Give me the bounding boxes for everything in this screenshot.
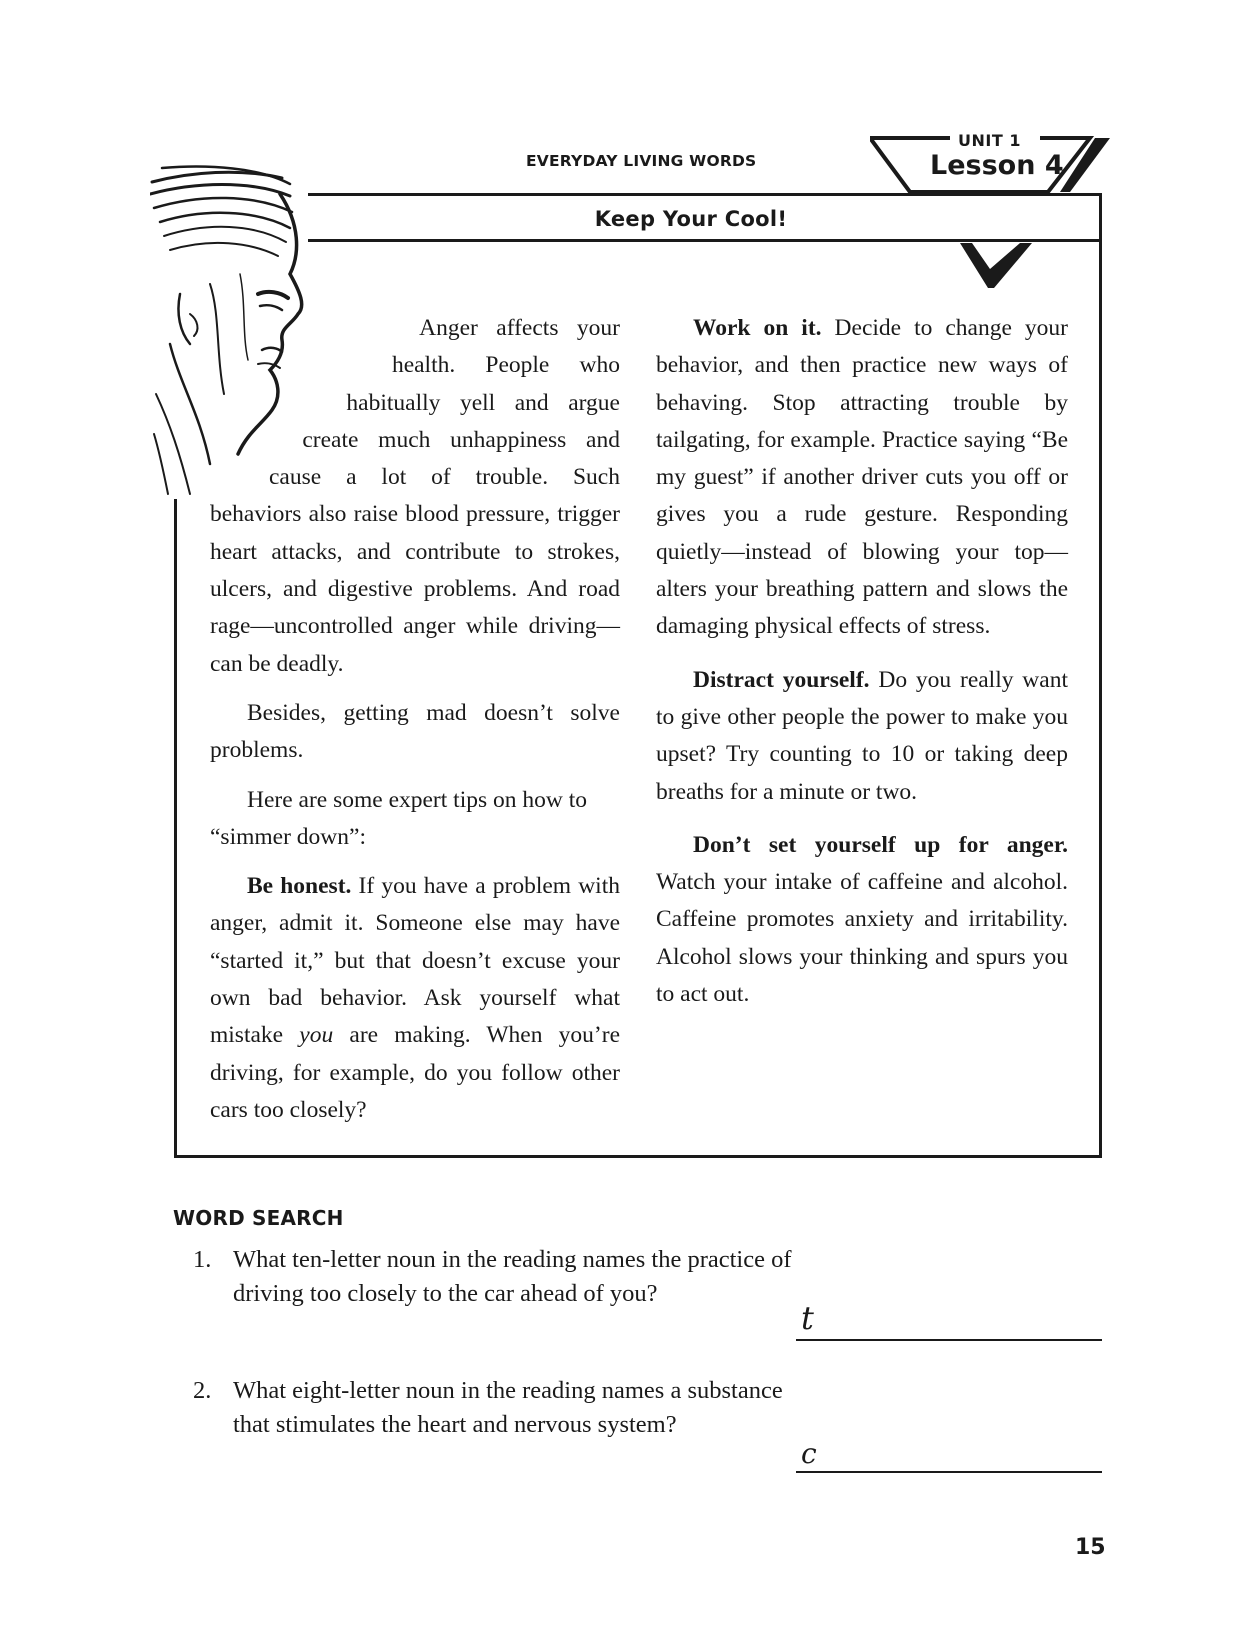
work-on-it-text: Decide to change your behavior, and then practice new ways of behaving. Stop attracting trouble by tailgating, for example. Practice saying “Be my guest” if another driver cuts you off or gives you a rude gesture. Responding quietly—instead of blowing your top—alters your breathing pattern and slows the damaging physical effects of stress.: [656, 315, 1068, 640]
be-honest-emphasis: you: [299, 1022, 334, 1049]
be-honest-paragraph: [210, 868, 620, 1129]
work-on-it-lead: Work on it.: [693, 315, 822, 341]
answer-1-hint: t: [801, 1299, 814, 1337]
article-title-bar: [283, 196, 1099, 242]
answer-2-hint: c: [801, 1437, 817, 1470]
article-title: Keep Your Cool!: [594, 207, 788, 231]
dont-set-lead: Don’t set yourself up for anger.: [693, 831, 1068, 858]
article-left-column: [210, 310, 620, 1129]
distract-text: Do you really want to give other people the power to make you upset? Try counting to 10 or taking deep breaths for a minute or two.: [656, 666, 1068, 805]
question-2-number: 2.: [193, 1377, 212, 1404]
besides-paragraph: Besides, getting mad doesn’t solve problems.: [210, 699, 620, 764]
dont-set-paragraph: [656, 827, 1068, 1013]
distract-paragraph: [656, 662, 1068, 811]
be-honest-lead: Be honest.: [247, 873, 352, 900]
article-right-column: [656, 310, 1068, 1013]
answer-1-line[interactable]: [796, 1339, 1102, 1341]
be-honest-text-b: are making. When you’re driving, for example, do you follow other cars too closely?: [210, 1022, 620, 1123]
distract-lead: Distract yourself.: [693, 666, 870, 693]
be-honest-text-a: If you have a problem with anger, admit it. Someone else may have “started it,” but that doesn’t excuse your own bad behavior. Ask yourself what mistake: [210, 873, 620, 1049]
question-1-text: What ten-letter noun in the reading names the practice of driving too closely to the car ahead of you?: [233, 1246, 792, 1307]
check-mark-icon: [960, 243, 1032, 288]
dont-set-text: Watch your intake of caffeine and alcohol. Caffeine promotes anxiety and irritability. Alcohol slows your thinking and spurs you to act out.: [656, 869, 1068, 1008]
answer-2-line[interactable]: [796, 1471, 1102, 1473]
series-label: EVERYDAY LIVING WORDS: [526, 152, 757, 170]
unit-label: UNIT 1: [958, 131, 1021, 150]
intro-paragraph: Anger affects your health. People who habitually yell and argue create much unhappiness and cause a lot of trouble. Such behaviors also raise blood pressure, trigger heart attacks, and contribute to strokes, ulcers, and digestive problems. And road rage—uncontrolled anger while driving—can be deadly.: [210, 315, 620, 677]
lesson-label: Lesson 4: [930, 150, 1064, 181]
tips-intro-paragraph: Here are some expert tips on how to “simmer down”:: [210, 786, 587, 850]
page-number: 15: [1075, 1535, 1106, 1560]
question-1-number: 1.: [193, 1246, 212, 1273]
question-2-text: What eight-letter noun in the reading names a substance that stimulates the heart and nervous system?: [233, 1377, 783, 1438]
work-on-it-paragraph: [656, 310, 1068, 646]
word-search-heading: WORD SEARCH: [173, 1206, 344, 1230]
